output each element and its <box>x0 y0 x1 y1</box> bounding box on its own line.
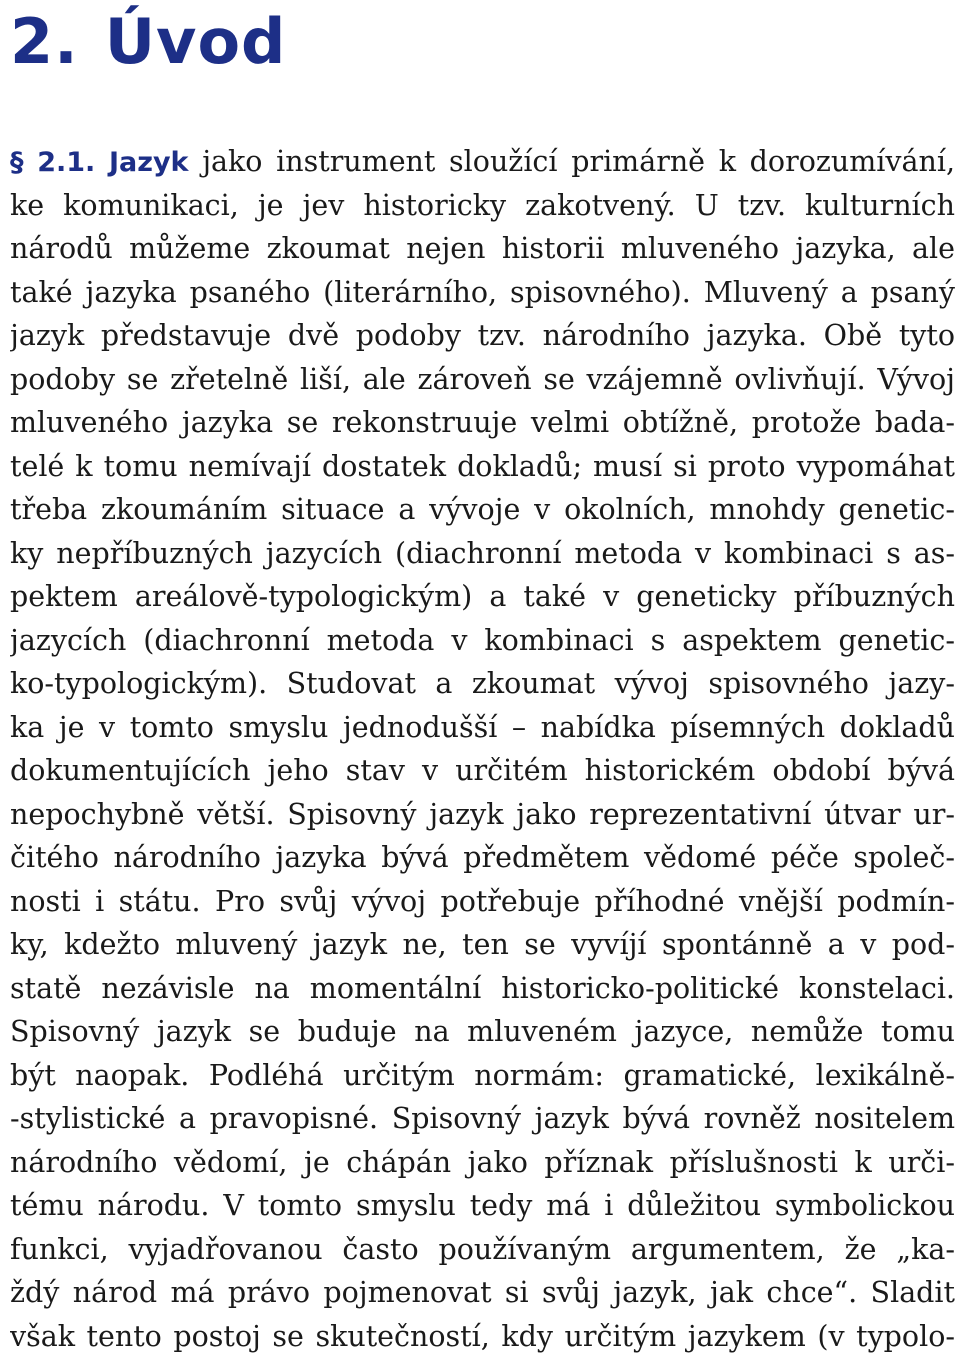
paragraph-line: mluveného jazyka se rekonstruuje velmi obtížně, protože bada- <box>10 406 955 439</box>
paragraph-line: jazycích (diachronní metoda v kombinaci s aspektem genetic- <box>10 623 955 657</box>
paragraph-line: ždý národ má právo pojmenovat si svůj jazyk, jak chce“. Sladit <box>10 1276 955 1309</box>
chapter-number: 2. <box>10 5 79 78</box>
paragraph-line: nosti i státu. Pro svůj vývoj potřebuje příhodné vnější podmín- <box>10 884 955 918</box>
paragraph-line: tému národu. V tomto smyslu tedy má i důležitou symbolickou <box>10 1189 955 1222</box>
paragraph-line: třeba zkoumáním situace a vývoje v okolních, mnohdy genetic- <box>10 493 955 526</box>
paragraph-line: telé k tomu nemívají dostatek dokladů; musí si proto vypomáhat <box>10 449 955 483</box>
paragraph-line: národního vědomí, je chápán jako příznak příslušnosti k urči- <box>10 1145 955 1179</box>
section-paragraph <box>10 140 955 1358</box>
paragraph-line: ka je v tomto smyslu jednodušší – nabídka písemných dokladů <box>10 710 955 744</box>
paragraph-line: dokumentujících jeho stav v určitém historickém období bývá <box>10 754 955 787</box>
paragraph-line-first-rest: jako instrument sloužící primárně k dorozumívání, <box>188 145 955 178</box>
paragraph-line: funkci, vyjadřovanou často používaným argumentem, že „ka- <box>10 1232 955 1266</box>
paragraph-line: podoby se zřetelně liší, ale zároveň se vzájemně ovlivňují. Vývoj <box>10 362 955 396</box>
paragraph-line: statě nezávisle na momentální historicko-politické konstelaci. <box>10 971 955 1005</box>
paragraph-line: čitého národního jazyka bývá předmětem vědomé péče společ- <box>10 841 955 874</box>
section-symbol: § <box>10 147 24 178</box>
paragraph-line-first <box>10 140 955 184</box>
paragraph-line: však tento postoj se skutečností, kdy určitým jazykem (v typolo- <box>10 1319 955 1353</box>
paragraph-line: také jazyka psaného (literárního, spisovného). Mluvený a psaný <box>10 275 955 309</box>
paragraph-line: ky nepříbuzných jazycích (diachronní metoda v kombinaci s as- <box>10 536 955 570</box>
paragraph-line: ky, kdežto mluvený jazyk ne, ten se vyvíjí spontánně a v pod- <box>10 928 955 961</box>
paragraph-line: národů můžeme zkoumat nejen historii mluveného jazyka, ale <box>10 232 955 265</box>
paragraph-line: ke komunikaci, je jev historicky zakotvený. U tzv. kulturních <box>10 188 955 222</box>
chapter-title <box>10 4 286 80</box>
paragraph-line: -stylistické a pravopisné. Spisovný jazyk bývá rovněž nositelem <box>10 1102 955 1135</box>
paragraph-line: Spisovný jazyk se buduje na mluveném jazyce, nemůže tomu <box>10 1015 955 1048</box>
section-number: 2.1. <box>37 147 96 178</box>
paragraph-line: jazyk představuje dvě podoby tzv. národního jazyka. Obě tyto <box>10 319 955 352</box>
paragraph-line: ko-typologickým). Studovat a zkoumat vývoj spisovného jazy- <box>10 667 955 700</box>
paragraph-line: být naopak. Podléhá určitým normám: gramatické, lexikálně- <box>10 1058 955 1092</box>
chapter-title-text: Úvod <box>104 5 287 78</box>
paragraph-line: pektem areálově-typologickým) a také v geneticky příbuzných <box>10 580 955 613</box>
paragraph-line: nepochybně větší. Spisovný jazyk jako reprezentativní útvar ur- <box>10 797 955 831</box>
section-term: Jazyk <box>108 147 189 178</box>
